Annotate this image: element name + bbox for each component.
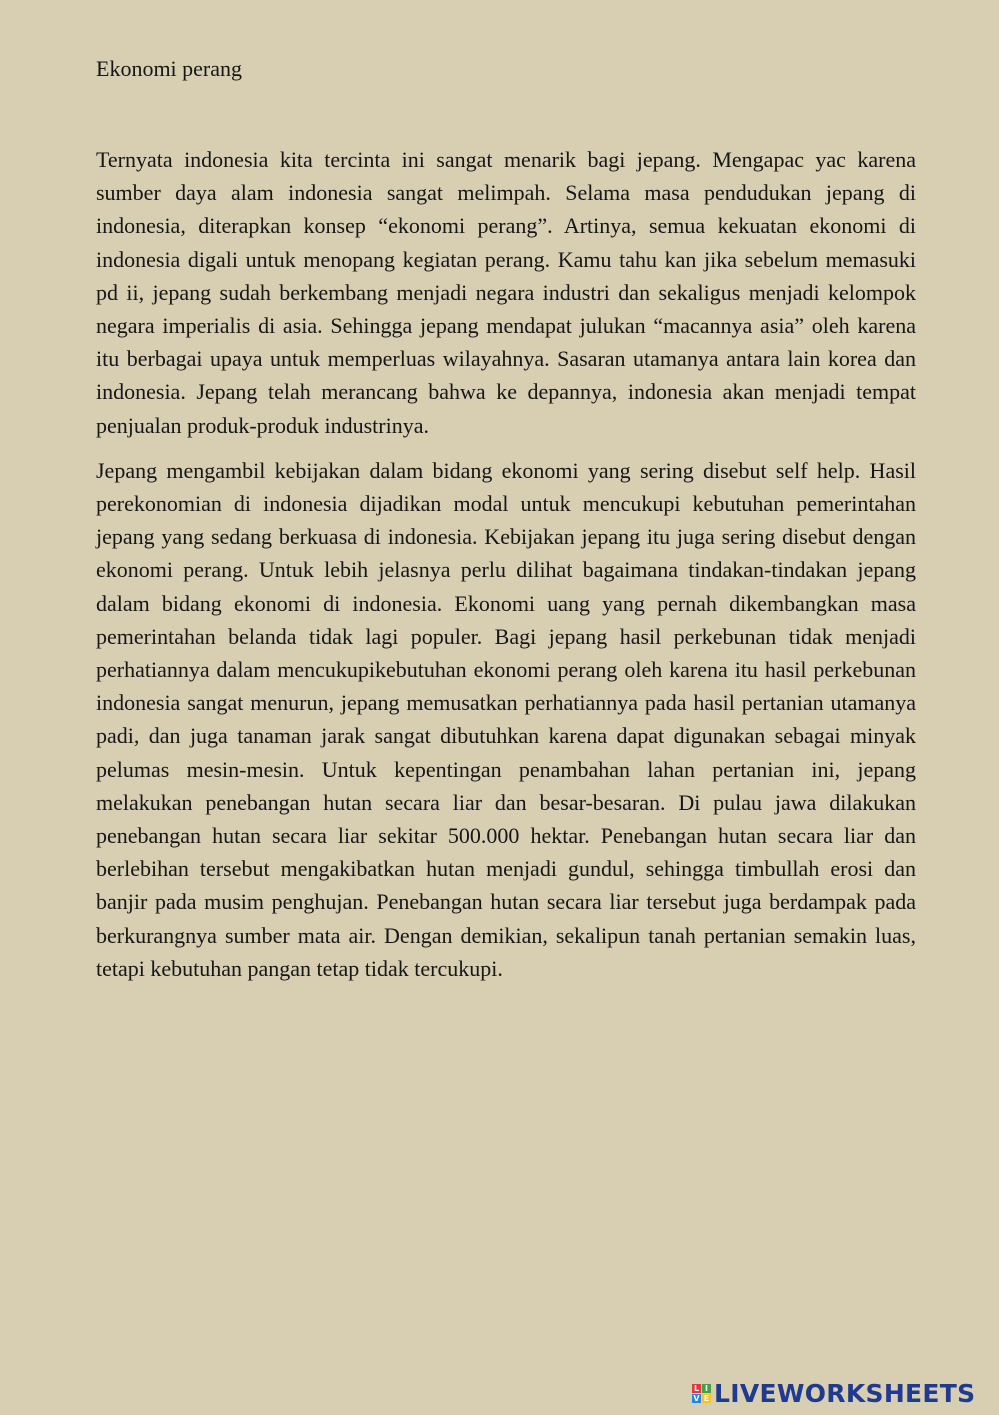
paragraph-1: Ternyata indonesia kita tercinta ini sangat menarik bagi jepang. Mengapac yac karena sumber daya alam indonesia sangat melimpah. Selama masa pendudukan jepang di indonesia, diterapkan konsep “ekonomi perang”. Artinya, semua kekuatan ekonomi di indonesia digali untuk menopang kegiatan perang. Kamu tahu kan jika sebelum memasuki pd ii, jepang sudah berkembang menjadi negara industri dan sekaligus menjadi kelompok negara imperialis di asia. Sehingga jepang mendapat julukan “macannya asia” oleh karena itu berbagai upaya untuk memperluas wilayahnya. Sasaran utamanya antara lain korea dan indonesia. Jepang telah merancang bahwa ke depannya, indonesia akan menjadi tempat penjualan produk-produk industrinya. [96, 147, 916, 438]
paragraph-2: Jepang mengambil kebijakan dalam bidang ekonomi yang sering disebut self help. Hasil perekonomian di indonesia dijadikan modal untuk mencukupi kebutuhan pemerintahan jepang yang sedang berkuasa di indonesia. Kebijakan jepang itu juga sering disebut dengan ekonomi perang. Untuk lebih jelasnya perlu dilihat bagaimana tindakan-tindakan jepang dalam bidang ekonomi di indonesia. Ekonomi uang yang pernah dikembangkan masa pemerintahan belanda tidak lagi populer. Bagi jepang hasil perkebunan tidak menjadi perhatiannya dalam mencukupikebutuhan ekonomi perang oleh karena itu hasil perkebunan indonesia sangat menurun, jepang memusatkan perhatiannya pada hasil pertanian utamanya padi, dan juga tanaman jarak sangat dibutuhkan karena dapat digunakan sebagai minyak pelumas mesin-mesin. Untuk kepentingan penambahan lahan pertanian ini, jepang melakukan penebangan hutan secara liar dan besar-besaran. Di pulau jawa dilakukan penebangan hutan secara liar sekitar 500.000 hektar. Penebangan hutan secara liar dan berlebihan tersebut mengakibatkan hutan menjadi gundul, sehingga timbullah erosi dan banjir pada musim penghujan. Penebangan hutan secara liar tersebut juga berdampak pada berkurangnya sumber mata air. Dengan demikian, sekalipun tanah pertanian semakin luas, tetapi kebutuhan pangan tetap tidak tercukupi. [96, 457, 916, 981]
logo-letter-i: I [702, 1384, 711, 1393]
logo-letter-l: L [693, 1383, 700, 1393]
liveworksheets-logo-icon [692, 1384, 711, 1403]
liveworksheets-logo[interactable] [692, 1378, 975, 1408]
page-title: Ekonomi perang [96, 56, 243, 81]
document-body [96, 143, 916, 997]
logo-letter-e: E [703, 1393, 710, 1403]
logo-letter-v: V [693, 1393, 700, 1403]
liveworksheets-logo-text: LIVEWORKSHEETS [714, 1378, 976, 1408]
